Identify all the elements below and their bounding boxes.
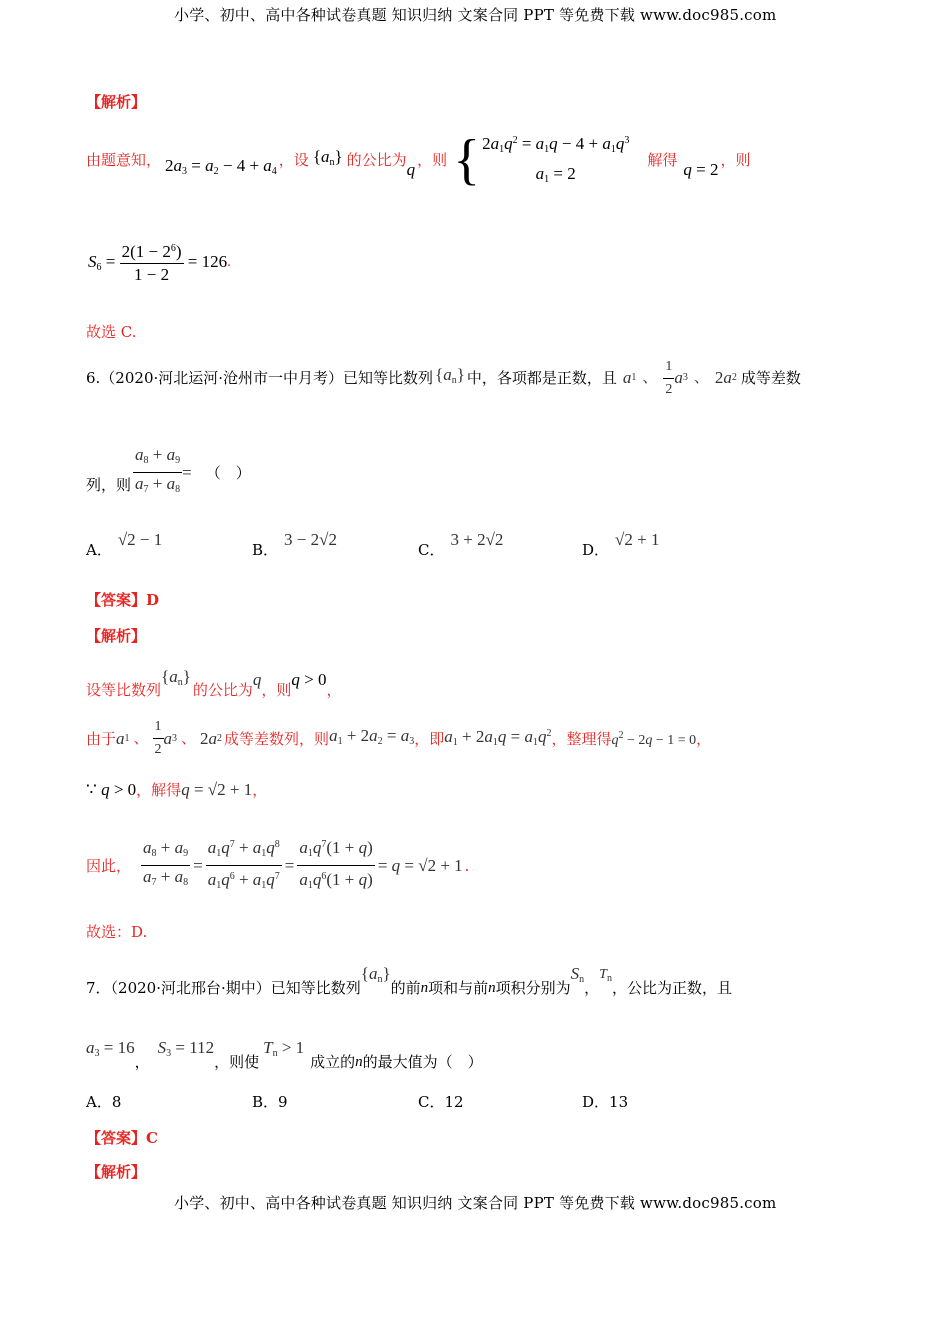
q6-terms: a 1 、 $\frac{1}{2}$ a 3 、 2 a 2: [623, 356, 737, 401]
q5-ratio-q: q: [406, 160, 416, 179]
q5-text-6: ，则: [720, 151, 751, 169]
q5-text-1: 由题意知，: [86, 151, 162, 169]
q5-text-4: ，则: [417, 151, 448, 169]
q7-answer: 【答案】C: [86, 1129, 158, 1147]
q5-text-2: ，设: [278, 151, 309, 169]
q6-option-b: B．3 − 2√2: [252, 530, 337, 559]
q6-stem-a: 6.（2020·河北运河·沧州市一中月考）已知等比数列: [86, 369, 434, 387]
q6-sequence: $\{a_n\}$: [435, 365, 465, 386]
q7-stem-line2: $a_3 = 16$ ， $S_3 = 112$ ，则使 $T_n > 1$ 成立的 n 的最大值为（ ）: [86, 1038, 483, 1071]
q6-stem-line1: [86, 356, 801, 400]
q5-equation-system: { $2a_1q^2 = a_1q - 4 + a_1q^3$ $a_1 = 2$: [453, 129, 630, 191]
q5-solution-line1: [86, 124, 750, 196]
q7-option-c: C．12: [418, 1093, 464, 1111]
q6-expression: $\frac{a_8 + a_9}{a_7 + a_8}$ =: [135, 445, 192, 495]
q7-stem-line1: 7．（2020·河北邢台·期中）已知等比数列 $\{a_n\}$ 的前 n 项和与前 n 项积分别为 $S_n$ ， $T_n$ ，公比为正数，且: [86, 964, 732, 997]
q6-option-d: D．√2 + 1: [582, 530, 660, 559]
q5-equation-1: $2a_3 = a_2 - 4 + a_4$: [165, 156, 277, 177]
page-header: 小学、初中、高中各种试卷真题 知识归纳 文案合同 PPT 等免费下载 www.doc985.com: [174, 6, 777, 24]
q5-sum-equation: $S_6$ = $\frac{2(1 - 2^6)}{1 - 2}$ = 126 .: [88, 238, 231, 286]
q7-option-d: D．13: [582, 1093, 629, 1111]
page-footer: 小学、初中、高中各种试卷真题 知识归纳 文案合同 PPT 等免费下载 www.doc985.com: [174, 1194, 777, 1212]
section-label-analysis: 【解析】: [86, 93, 147, 111]
q6-analysis-label: 【解析】: [86, 627, 147, 645]
q5-sequence: $\{a_n\}$: [312, 147, 343, 168]
q6-conclusion: 故选：D.: [86, 923, 148, 941]
q5-conclusion: 故选 C.: [86, 323, 137, 341]
q6-stem-c: 成等差数: [740, 369, 801, 387]
q6-derivation: $\frac{a_8 + a_9}{a_7 + a_8}$ = $\frac{a_1q^7 + a_1q^8}{a_1q^6 + a_1q^7}$ = $\frac{a_1q^7(1 + q)}{a_1q^6(1 + q)}$ = q = √2 + 1: [141, 834, 463, 897]
q6-option-c: C．3 + 2√2: [418, 530, 504, 559]
q7-option-b: B．9: [252, 1093, 288, 1111]
q6-solution-line2: 由于 a 1 、 $\frac{1}{2}$ a 3 、 2 a 2 成等差数列，则 $a_1 + 2a_2 = a_3$ ，即 $a_1 + 2a_1q = a_1q^2$ ，整理得 $q^2 - 2q - 1 = 0$ ，: [86, 716, 711, 761]
q6-solution-line3: ∵ q > 0 ，解得 q = √2 + 1 ，: [86, 780, 268, 799]
q6-solution-line1: 设等比数列 $\{a_n\}$ 的公比为 q ，则 q > 0 ，: [86, 667, 342, 699]
q6-solution-line4: 因此， $\frac{a_8 + a_9}{a_7 + a_8}$ = $\frac{a_1q^7 + a_1q^8}{a_1q^6 + a_1q^7}$ = $\frac{a_1q^7(1 + q)}{a_1q^6(1 + q)}$ = q = √2 + 1 .: [86, 834, 469, 897]
q6-option-a: A．√2 − 1: [86, 530, 163, 559]
q6-stem-b: 中，各项都是正数，且: [466, 369, 617, 387]
q6-answer: 【答案】D: [86, 591, 160, 609]
q7-option-a: A．8: [86, 1093, 122, 1111]
q5-text-3: 的公比为: [346, 151, 407, 169]
q6-sol-sequence: $\{a_n\}$: [161, 667, 191, 688]
q5-q-value: q = 2: [683, 160, 719, 179]
q5-text-5: 解得: [647, 151, 678, 169]
q6-stem-line2: [86, 444, 251, 501]
q6-stem-e: （ ）: [205, 463, 251, 482]
q6-stem-d: 列，则: [86, 475, 132, 494]
q7-analysis-label: 【解析】: [86, 1163, 147, 1181]
